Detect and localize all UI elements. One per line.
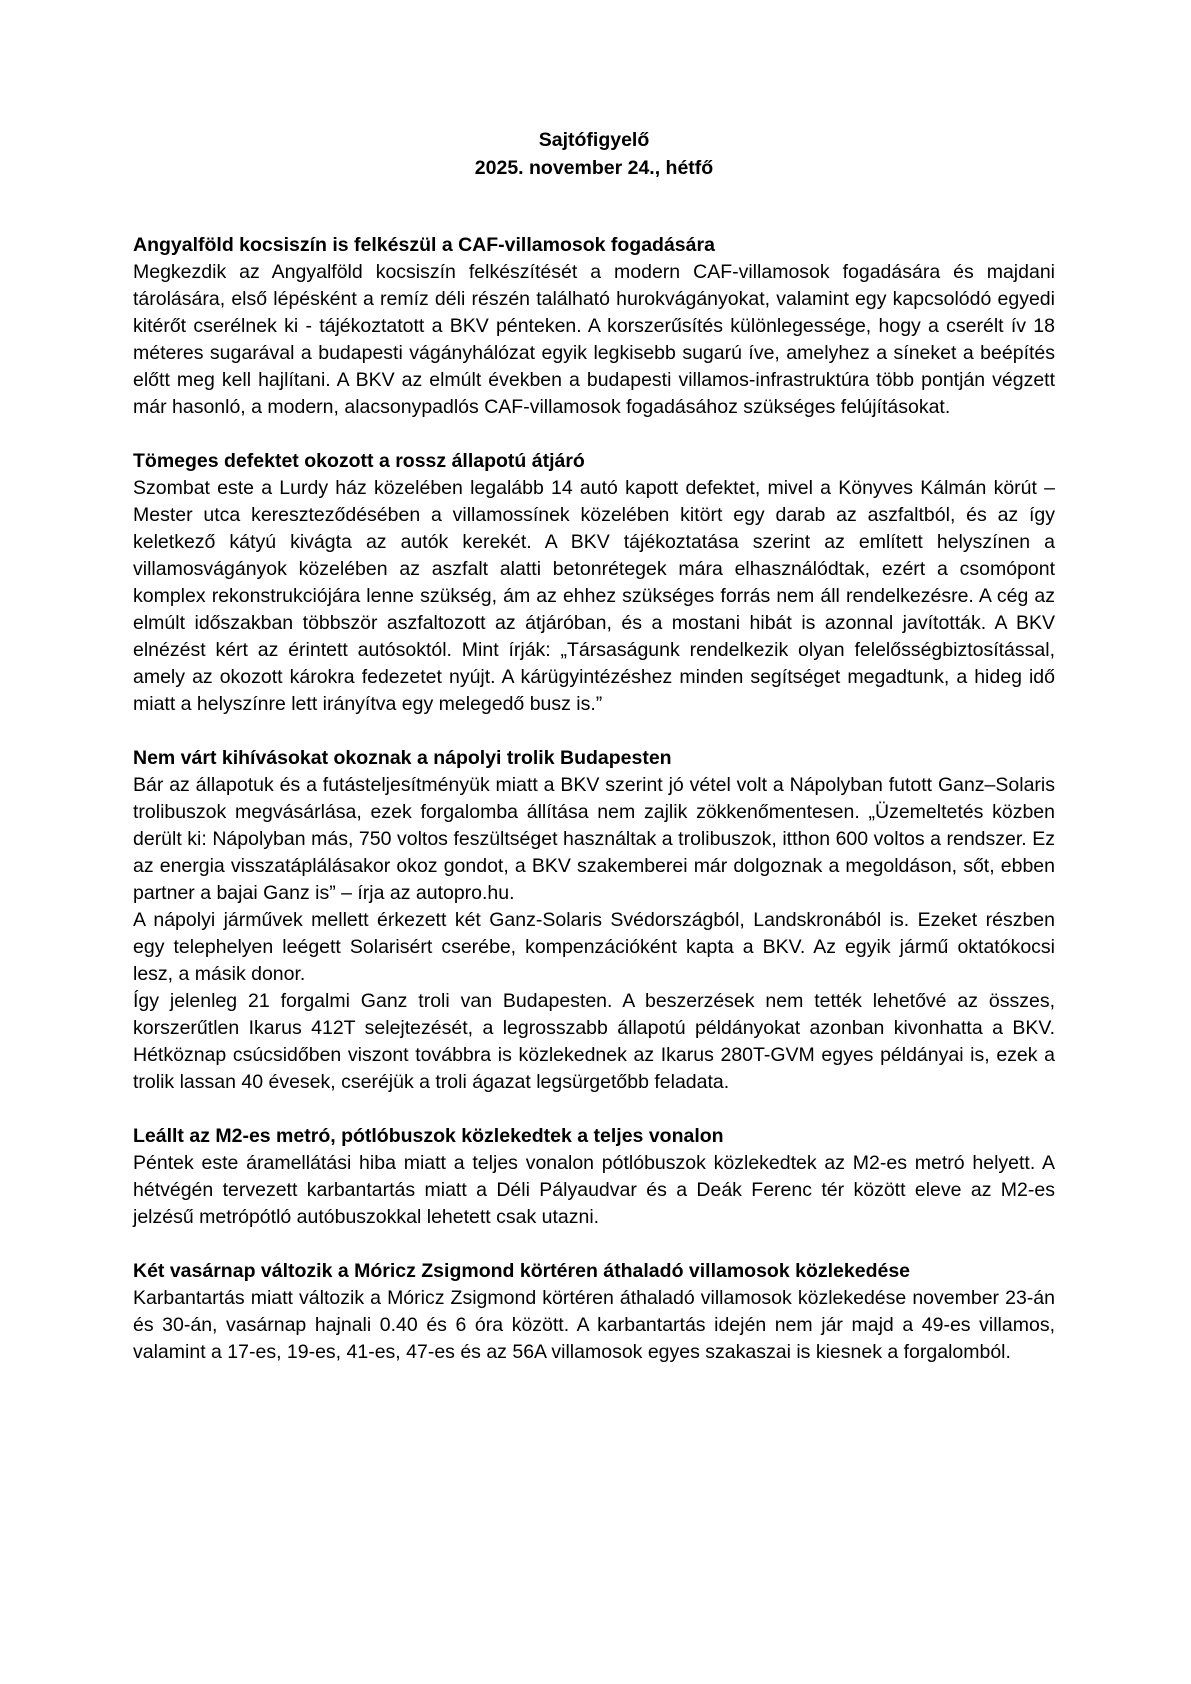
section-angyalfold-kocsiszin (133, 232, 1055, 421)
section-heading: Leállt az M2-es metró, pótlóbuszok közlekedtek a teljes vonalon (133, 1125, 724, 1147)
section-paragraph: A nápolyi járművek mellett érkezett két Ganz-Solaris Svédországból, Landskronából is. Ezeket részben egy telephelyen leégett Solarisért cserébe, kompenzációként kapta a BKV. Az egyik jármű oktatókocsi lesz, a másik donor. (133, 909, 1055, 985)
document-title: Sajtófigyelő (538, 129, 650, 151)
document-date: 2025. november 24., hétfő (474, 157, 714, 179)
section-heading: Két vasárnap változik a Móricz Zsigmond körtéren áthaladó villamosok közlekedése (133, 1260, 911, 1282)
section-paragraph: Karbantartás miatt változik a Móricz Zsigmond körtéren áthaladó villamosok közlekedése november 23-án és 30-án, vasárnap hajnali 0.40 és 6 óra között. A karbantartás idején nem jár majd a 49-es villamos, valamint a 17-es, 19-es, 41-es, 47-es és az 56A villamosok egyes szakaszai is kiesnek a forgalomból. (133, 1287, 1055, 1363)
section-paragraph: Péntek este áramellátási hiba miatt a teljes vonalon pótlóbuszok közlekedtek az M2-es metró helyett. A hétvégén tervezett karbantartás miatt a Déli Pályaudvar és a Deák Ferenc tér között eleve az M2-es jelzésű metrópótló autóbuszokkal lehetett csak utazni. (133, 1152, 1055, 1228)
section-paragraph: Szombat este a Lurdy ház közelében legalább 14 autó kapott defektet, mivel a Könyves Kálmán körút – Mester utca kereszteződésében a villamossínek közelében kitört egy darab az aszfaltból, és az így keletkező kátyú kivágta az autók kerekét. A BKV tájékoztatása szerint az említett helyszínen a villamosvágányok közelében az aszfalt alatti betonrétegek mára elhasználódtak, ezért a csomópont komplex rekonstrukciójára lenne szükség, ám az ehhez szükséges forrás nem áll rendelkezésre. A cég az elmúlt időszakban többször aszfaltozott az átjáróban, és a mostani hibát is azonnal javították. A BKV elnézést kért az érintett autósoktól. Mint írják: „Társaságunk rendelkezik olyan felelősségbiztosítással, amely az okozott károkra fedezetet nyújt. A kárügyintézéshez minden segítséget megadtunk, a hideg idő miatt a helyszínre lett irányítva egy melegedő busz is.” (133, 477, 1055, 715)
section-paragraph: Megkezdik az Angyalföld kocsiszín felkészítését a modern CAF-villamosok fogadására és majdani tárolására, első lépésként a remíz déli részén található hurokvágányokat, valamint egy kapcsolódó egyedi kitérőt cserélnek ki - tájékoztatott a BKV pénteken. A korszerűsítés különlegessége, hogy a cserélt ív 18 méteres sugarával a budapesti vágányhálózat egyik legkisebb sugarú íve, amelyhez a síneket a beépítés előtt meg kell hajlítani. A BKV az elmúlt években a budapesti villamos-infrastruktúra több pontján végzett már hasonló, a modern, alacsonypadlós CAF-villamosok fogadásához szükséges felújításokat. (133, 261, 1055, 418)
section-paragraph: Így jelenleg 21 forgalmi Ganz troli van Budapesten. A beszerzések nem tették lehetővé az összes, korszerűtlen Ikarus 412T selejtezését, a legrosszabb állapotú példányokat azonban kivonhatta a BKV. Hétköznap csúcsidőben viszont továbbra is közlekednek az Ikarus 280T-GVM egyes példányai is, ezek a trolik lassan 40 évesek, cseréjük a troli ágazat legsürgetőbb feladata. (133, 990, 1055, 1093)
section-napolyi-trolik (133, 745, 1055, 1096)
section-m2-metro (133, 1123, 1055, 1231)
section-heading: Angyalföld kocsiszín is felkészül a CAF-villamosok fogadására (133, 234, 715, 256)
section-tomeges-defekt (133, 448, 1055, 718)
section-moricz-zsigmond (133, 1258, 1055, 1366)
section-paragraph: Bár az állapotuk és a futásteljesítményük miatt a BKV szerint jó vétel volt a Nápolyban futott Ganz–Solaris trolibuszok megvásárlása, ezek forgalomba állítása nem zajlik zökkenőmentesen. „Üzemeltetés közben derült ki: Nápolyban más, 750 voltos feszültséget használtak a trolibuszok, itthon 600 voltos a rendszer. Ez az energia visszatáplálásakor okoz gondot, a BKV szakemberei már dolgoznak a megoldáson, sőt, ebben partner a bajai Ganz is” – írja az autopro.hu. (133, 774, 1055, 904)
document-header (133, 126, 1055, 182)
section-heading: Tömeges defektet okozott a rossz állapotú átjáró (133, 450, 585, 472)
section-heading: Nem várt kihívásokat okoznak a nápolyi trolik Budapesten (133, 747, 672, 769)
